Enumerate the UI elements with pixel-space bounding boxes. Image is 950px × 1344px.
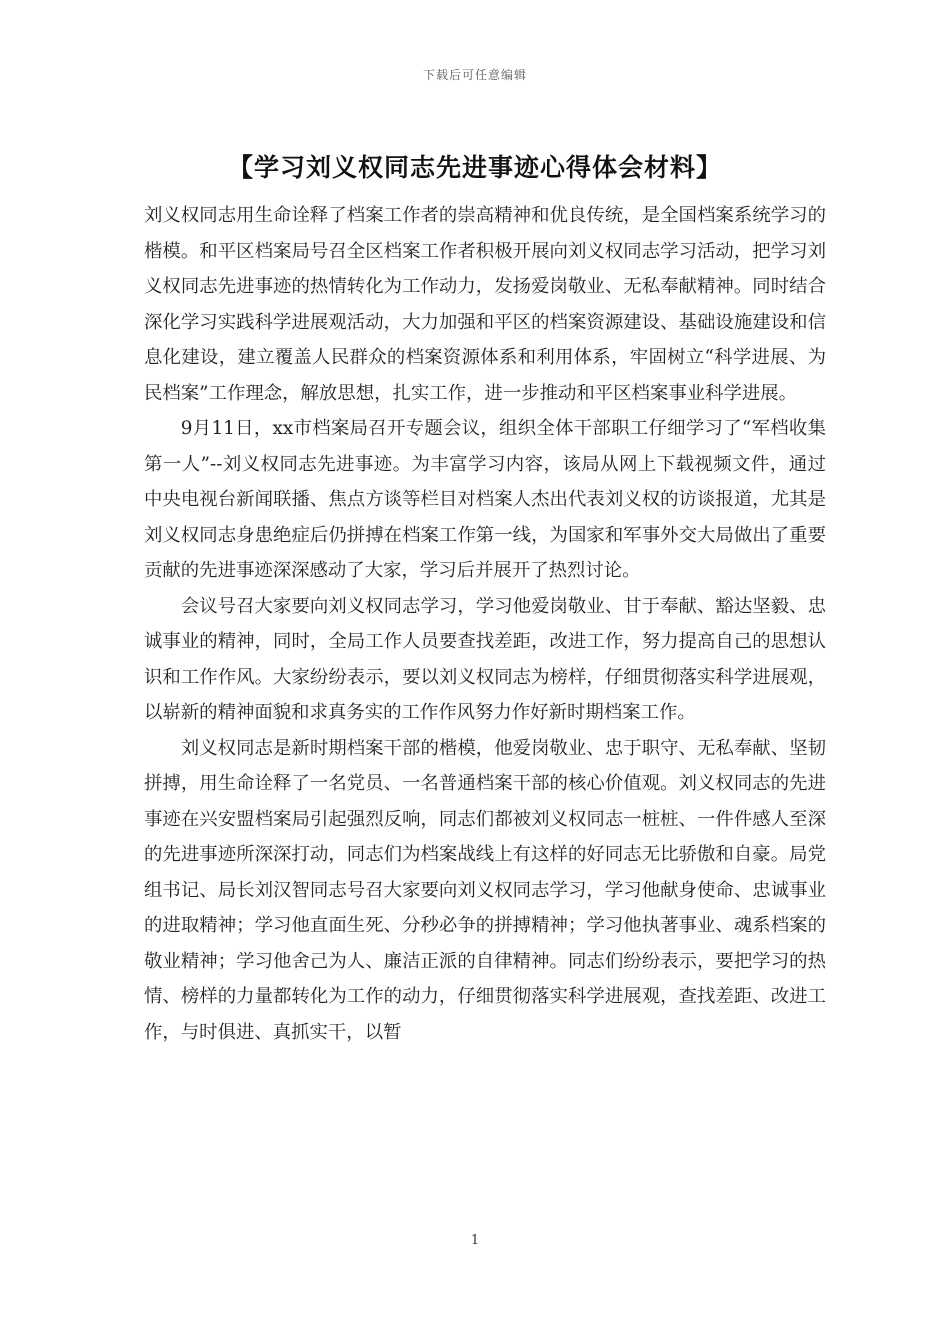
paragraph-2: 9月11日，xx市档案局召开专题会议，组织全体干部职工仔细学习了“军档收集第一人”--刘义权同志先进事迹。为丰富学习内容，该局从网上下载视频文件，通过中央电视台新闻联播、焦点方谈等栏目对档案人杰出代表刘义权的访谈报道，尤其是刘义权同志身患绝症后仍拼搏在档案工作第一线，为国家和军事外交大局做出了重要贡献的先进事迹深深感动了大家，学习后并展开了热烈讨论。 [144,418,826,581]
page-number: 1 [470,1233,480,1248]
paragraph-4: 刘义权同志是新时期档案干部的楷模，他爱岗敬业、忠于职守、无私奉献、坚韧拼搏，用生命诠释了一名党员、一名普通档案干部的核心价值观。刘义权同志的先进事迹在兴安盟档案局引起强烈反响，同志们都被刘义权同志一桩桩、一件件感人至深的先进事迹所深深打动，同志们为档案战线上有这样的好同志无比骄傲和自豪。局党组书记、局长刘汉智同志号召大家要向刘义权同志学习，学习他献身使命、忠诚事业的进取精神；学习他直面生死、分秒必争的拼搏精神；学习他执著事业、魂系档案的敬业精神；学习他舍己为人、廉洁正派的自律精神。同志们纷纷表示，要把学习的热情、榜样的力量都转化为工作的动力，仔细贯彻落实科学进展观，查找差距、改进工作，与时俱进、真抓实干，以暂 [144,737,826,1043]
paragraph-3: 会议号召大家要向刘义权同志学习，学习他爱岗敬业、甘于奉献、豁达坚毅、忠诚事业的精神，同时，全局工作人员要查找差距，改进工作，努力提高自己的思想认识和工作作风。大家纷纷表示，要以刘义权同志为榜样，仔细贯彻落实科学进展观，以崭新的精神面貌和求真务实的工作作风努力作好新时期档案工作。 [144,595,826,723]
paragraph-1: 刘义权同志用生命诠释了档案工作者的崇高精神和优良传统，是全国档案系统学习的楷模。和平区档案局号召全区档案工作者积极开展向刘义权同志学习活动，把学习刘义权同志先进事迹的热情转化为工作动力，发扬爱岗敬业、无私奉献精神。同时结合深化学习实践科学进展观活动，大力加强和平区的档案资源建设、基础设施建设和信息化建设，建立覆盖人民群众的档案资源体系和利用体系，牢固树立“科学进展、为民档案”工作理念，解放思想，扎实工作，进一步推动和平区档案事业科学进展。 [144,205,826,404]
document-title: 【学习刘义权同志先进事迹心得体会材料】 [227,153,722,182]
page-header: 下载后可任意编辑 [422,68,527,82]
document-body [144,198,826,1050]
